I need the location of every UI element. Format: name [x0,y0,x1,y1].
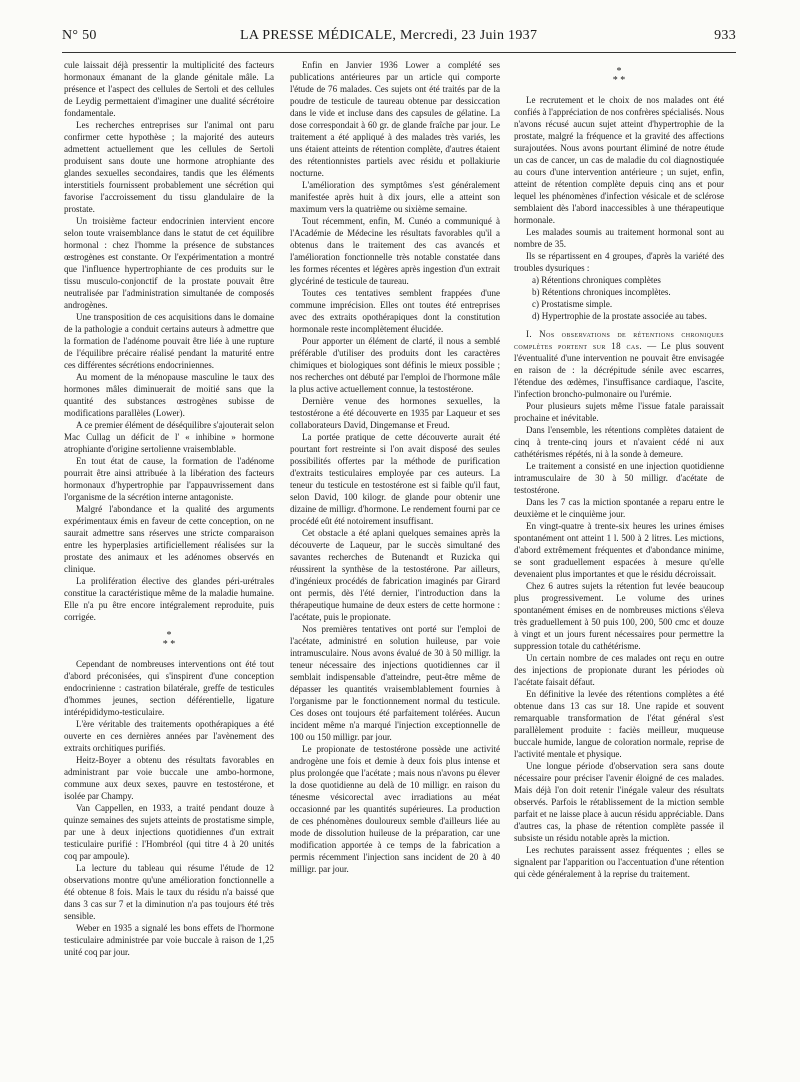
paragraph: Les malades soumis au traitement hormonal sont au nombre de 35. [514,227,724,249]
paragraph: Ils se répartissent en 4 groupes, d'après la variété des troubles dysuriques : [514,251,724,273]
paragraph: L'amélioration des symptômes s'est généralement manifestée après huit à dix jours, elle a atteint son maximum vers la quatrième ou sixième semaine. [290,180,500,214]
asterisk-bottom: * * [162,639,176,650]
paragraph: Les rechutes paraissent assez fréquentes ; elles se signalent par l'apparition ou l'accentuation d'une rétention qui cède généralement à la reprise du traitement. [514,845,724,879]
paragraph: La prolifération élective des glandes péri-urétrales constitue la caractéristique même de la maladie humaine. Elle n'a pu être encore intégralement reproduite, puis corrigée. [64,576,274,622]
header-rule [62,52,736,53]
paragraph: Weber en 1935 a signalé les bons effets de l'hormone testiculaire administrée par voie buccale à raison de 1,25 unité coq par jour. [64,923,274,957]
section-text: — Le plus souvent l'éventualité d'une intervention ne pouvait être envisagée en raison de : la décrépitude sénile avec escarres, l'étendue des œdèmes, l'insuffisance cardiaque, l'ascite, l'infection broncho-pulmonaire ou l'urémie. [514,341,724,399]
paragraph: Les recherches entreprises sur l'animal ont paru confirmer cette hypothèse ; la majorité des auteurs admettent actuellement que les cellules de Sertoli produisent sans doute une hormone atrophiante des glandes sexuelles secondaires, tandis que les éléments interstitiels fournissent probablement une sécrétion qui favorise l'accroissement du tissu glandulaire de la prostate. [64,120,274,214]
paragraph: Une longue période d'observation sera sans doute nécessaire pour préciser l'avenir éloigné de ces malades. Mais déjà l'on doit retenir l'inégale valeur des résultats observés. Parfois le rétablissement de la miction semble parfait et ne laisse place à aucun résidu appréciable. Dans d'autres cas, la phase de rétention complète passée il subsiste un résidu notable après la miction. [514,761,724,843]
list-item: c) Prostatisme simple. [532,299,613,309]
paragraph: Cet obstacle a été aplani quelques semaines après la découverte de Laqueur, par le succès simultané des savantes recherches de Butenandt et Ruzicka qui réussirent la synthèse de la testostérone. Par ailleurs, d'ingénieux procédés de fabrication imaginés par Girard ont permis, dès l'été dernier, l'introduction dans la thérapeutique humaine de deux esters de cette hormone : l'acétate, puis le propionate. [290,528,500,622]
page-header [62,28,736,48]
journal-title: LA PRESSE MÉDICALE, Mercredi, 23 Juin 1937 [240,28,538,43]
paragraph: Enfin en Janvier 1936 Lower a complété ses publications antérieures par un article qui comporte l'étude de 76 malades. Ces sujets ont été traités par de la poudre de testicule de taureau obtenue par dessiccation dans le vide et incluse dans des capsules de gélatine. La dose correspondait à 60 gr. de glande fraîche par jour. Le traitement a été appliqué à des malades très variés, les uns étaient atteints de rétention complète, d'autres étaient des rétentionnistes partiels avec résidu et pollakiurie nocturne. [290,60,500,178]
paragraph: Un certain nombre de ces malades ont reçu en outre des injections de propionate durant les périodes où l'acétate faisait défaut. [514,653,724,687]
paragraph: Le recrutement et le choix de nos malades ont été confiés à l'appréciation de nos confrères spécialisés. Nous n'avons récusé aucun sujet atteint d'hypertrophie de la prostate, malgré la fréquence et la gravité des affections surajoutées. Nous avons pourtant éliminé de notre étude un cas de cancer, un cas de maladie du col diagnostiquée au cours d'une intervention antérieure ; un sujet, enfin, atteint de rétention complète depuis cinq ans et pour lequel les phénomènes d'infection vésicale et de sclérose semblaient dès l'abord inaccessibles à une thérapeutique hormonale. [514,95,724,225]
section-separator [514,67,724,85]
paragraph: Pour plusieurs sujets même l'issue fatale paraissait prochaine et inévitable. [514,401,724,423]
section-paragraph [514,328,724,400]
section-heading: I. Nos observations de rétentions chroniques complètes portent sur 18 cas. [514,329,724,351]
asterisk-bottom: * * [612,75,626,86]
paragraph: La portée pratique de cette découverte aurait été pourtant fort restreinte si l'on avait disposé des seules possibilités offertes par la méthode de purification d'extraits testiculaires employée par ces auteurs. La teneur du testicule en testostérone est si faible qu'il faut, selon David, 100 kilogr. de glande pour obtenir une dizaine de milligr. d'hormone. Le rendement fourni par ce procédé eût été notoirement insuffisant. [290,432,500,526]
paragraph: Le traitement a consisté en une injection quotidienne intramusculaire de 30 à 50 milligr. d'acétate de testostérone. [514,461,724,495]
paragraph: En vingt-quatre à trente-six heures les urines émises spontanément ont atteint 1 l. 500 à 2 litres. Les mictions, d'abord extrêmement fréquentes et d'abondance minime, se sont graduellement espacées à mesure qu'elle devenaient plus importantes et que le résidu décroissait. [514,521,724,579]
paragraph: Une transposition de ces acquisitions dans le domaine de la pathologie a conduit certains auteurs à admettre que la formation de l'adénome pouvait être liée à une rupture de l'équilibre précaire réalisé pendant la maturité entre ces différentes sécrétions endocriniennes. [64,312,274,370]
paragraph: Dans l'ensemble, les rétentions complètes dataient de cinq à trente-cinq jours et n'avaient cédé ni aux cathétérismes répétés, ni à la sonde à demeure. [514,425,724,459]
paragraph: La lecture du tableau qui résume l'étude de 12 observations montre qu'une amélioration fonctionnelle a été obtenue 8 fois. Mais le taux du résidu n'a baissé que dans 3 cas sur 7 et la diminution n'a pas toujours été très sensible. [64,863,274,921]
group-list [514,274,724,322]
paragraph: Le propionate de testostérone possède une activité androgène une fois et demie à deux fois plus intense et plus prolongée que l'acétate ; mais nous n'avons pu élever la dose quotidienne au delà de 10 milligr. en raison du ténesme vésicorectal avec irradiations au méat occasionné par les quantités supérieures. La production de ces phénomènes douloureux semble d'ailleurs liée au mode de dissolution huileuse de la préparation, car une modification apportée à ce temps de la fabrication a permis récemment l'injection sans incident de 20 à 40 milligr. par jour. [290,744,500,874]
list-item: b) Rétentions chroniques incomplètes. [532,287,671,297]
column-2 [290,59,500,1059]
paragraph: Pour apporter un élément de clarté, il nous a semblé préférable d'utiliser des produits dont les caractères chimiques et biologiques sont définis le mieux possible ; nos recherches ont débuté par l'emploi de l'hormone mâle la plus active actuellement connue, la testostérone. [290,336,500,394]
paragraph: L'ère véritable des traitements opothérapiques a été ouverte en ces dernières années par l'avènement des extraits orchitiques purifiés. [64,719,274,753]
paragraph: cule laissait déjà pressentir la multiplicité des facteurs hormonaux émanant de la glande génitale mâle. La présence et l'aspect des cellules de Sertoli et des cellules de Leydig permettaient d'imaginer une dualité sécrétoire fondamentale. [64,60,274,118]
asterisk-top: * [166,630,172,641]
paragraph: Dans les 7 cas la miction spontanée a reparu entre le deuxième et le cinquième jour. [514,497,724,519]
list-item: d) Hypertrophie de la prostate associée au tabes. [532,311,707,321]
paragraph: Nos premières tentatives ont porté sur l'emploi de l'acétate, administré en solution huileuse, par voie intramusculaire. Nous avons évalué de 30 à 50 milligr. la teneur nécessaire des injections quotidiennes car il semblait indispensable d'atteindre, peut-être même de dépasser les quantités vraisemblablement fournies à l'organisme par le fonctionnement normal du testicule. Ces doses ont toujours été parfaitement tolérées. Aucun incident même n'a marqué l'injection exceptionnelle de 100 ou 150 milligr. par jour. [290,624,500,742]
asterisk-top: * [616,66,622,77]
list-item: a) Rétentions chroniques complètes [532,275,661,285]
paragraph: En définitive la levée des rétentions complètes a été obtenue dans 13 cas sur 18. Une rapide et souvent remarquable transformation de l'état général s'est parallèlement produite : faciès meilleur, muqueuse buccale humide, langue de coloration normale, reprise de l'activité mentale et physique. [514,689,724,759]
column-1 [64,59,274,1059]
paragraph: A ce premier élément de déséquilibre s'ajouterait selon Mac Cullag un déficit de l' « inhibine » hormone atrophiante d'origine sertolienne vraisemblable. [64,420,274,454]
section-separator [64,631,274,649]
paragraph: Chez 6 autres sujets la rétention fut levée beaucoup plus progressivement. Le volume des urines spontanément émises en de nombreuses mictions s'éleva très graduellement à 50 puis 100, 200, 500 cmc et douze à vingt et un jours furent nécessaires pour permettre la suppression totale du cathétérisme. [514,581,724,651]
paragraph: En tout état de cause, la formation de l'adénome pourrait être ainsi attribuée à la libération des facteurs hormonaux d'hypertrophie par l'appauvrissement dans l'organisme de la sécrétion interne antagoniste. [64,456,274,502]
paragraph: Tout récemment, enfin, M. Cunéo a communiqué à l'Académie de Médecine les résultats favorables qu'il a obtenus dans le traitement des cas avancés et l'amélioration fonctionnelle très notable constatée dans les formes récentes et légères après ingestion d'un extrait glycériné de testicule de taureau. [290,216,500,286]
paragraph: Malgré l'abondance et la qualité des arguments expérimentaux émis en faveur de cette conception, on ne saurait admettre sans réserves une stricte comparaison entre les hyperplasies artificiellement réalisées sur la prostate des animaux et les adénomes observés en clinique. [64,504,274,574]
column-3 [514,59,724,1059]
paragraph: Van Cappellen, en 1933, a traité pendant douze à quinze semaines des sujets atteints de prostatisme simple, par une à deux injections quotidiennes d'un extrait testiculaire purifié : l'Hombréol (qui titre 4 à 20 unités coq par ampoule). [64,803,274,861]
paragraph: Dernière venue des hormones sexuelles, la testostérone a été découverte en 1935 par Laqueur et ses collaborateurs David, Dingemanse et Freud. [290,396,500,430]
paragraph: Au moment de la ménopause masculine le taux des hormones mâles diminuerait de moitié sans que la quantité des substances œstrogènes subisse de modifications parallèles (Lower). [64,372,274,418]
page-number: 933 [714,28,736,43]
paragraph: Un troisième facteur endocrinien intervient encore selon toute vraisemblance dans le statut de cet équilibre hormonal : chez l'homme la présence de substances œstrogènes est constante. Or l'expérimentation a montré que l'influence hypertrophiante de ces produits sur le tissu musculo-conjonctif de la prostate pouvait être neutralisée par l'administration simultanée de composés androgènes. [64,216,274,310]
paragraph: Cependant de nombreuses interventions ont été tout d'abord préconisées, qui s'inspirent d'une conception endocrinienne : castration bilatérale, greffe de testicules d'hommes jeunes, section déférentielle, ligature intérépididymo-testiculaire. [64,659,274,717]
paragraph: Heitz-Boyer a obtenu des résultats favorables en administrant par voie buccale une ambo-hormone, commune aux deux sexes, pauvre en testostérone, et isolée par Champy. [64,755,274,801]
paragraph: Toutes ces tentatives semblent frappées d'une commune imprécision. Elles ont toutes été entreprises avec des extraits opothérapiques dont la constitution hormonale reste incomplètement élucidée. [290,288,500,334]
issue-number: N° 50 [62,28,97,43]
